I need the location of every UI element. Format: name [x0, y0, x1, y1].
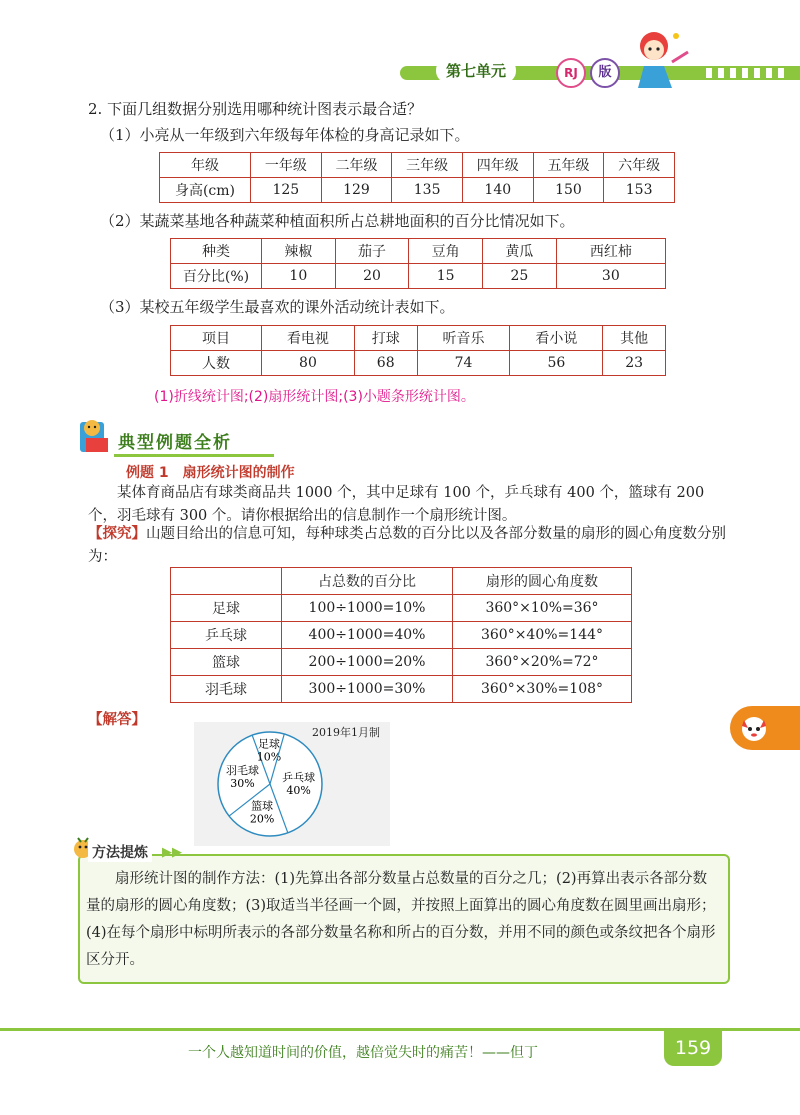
- table-cell: 篮球: [171, 649, 282, 676]
- table-row: [171, 622, 632, 649]
- pie-slice-label: 羽毛球: [226, 764, 260, 778]
- student-reading-icon: [76, 414, 114, 456]
- table-cell: 其他: [603, 326, 666, 351]
- table-cell: 六年级: [604, 153, 675, 178]
- example-problem: 某体育商品店有球类商品共 1000 个，其中足球有 100 个，乒乓球有 400 个，篮球有 200 个，羽毛球有 300 个。请你根据给出的信息制作一个扇形统计图。: [88, 485, 705, 524]
- answer-tag: 【解答】: [88, 711, 146, 728]
- method-title: 方法提炼: [88, 842, 152, 862]
- table-cell: 西红柿: [556, 239, 665, 264]
- table-cell: 豆角: [409, 239, 483, 264]
- table-cell: 68: [354, 351, 417, 376]
- chevron-right-icon: ▶▶: [162, 845, 182, 860]
- table-cell: 项目: [171, 326, 262, 351]
- table-cell: 300÷1000=30%: [282, 676, 453, 703]
- table-cell: 打球: [354, 326, 417, 351]
- header-checker-pattern: [700, 68, 790, 78]
- table-cell: 种类: [171, 239, 262, 264]
- table-cell: 129: [321, 178, 392, 203]
- example-title: 例题 1 扇形统计图的制作: [126, 465, 295, 481]
- unit-title: 第七单元: [436, 58, 516, 83]
- table-cell: 茄子: [335, 239, 409, 264]
- pie-slice-percent: 10%: [256, 750, 282, 764]
- table-cell: 200÷1000=20%: [282, 649, 453, 676]
- table-row: [171, 264, 666, 289]
- angle-table: [170, 567, 632, 703]
- vegetable-table: [170, 238, 666, 289]
- question-2-part2: （2）某蔬菜基地各种蔬菜种植面积所占总耕地面积的百分比情况如下。: [100, 212, 575, 230]
- table-row: [160, 178, 675, 203]
- question-2-answer: (1)折线统计图;(2)扇形统计图;(3)小题条形统计图。: [154, 389, 475, 405]
- table-cell: 辣椒: [262, 239, 336, 264]
- table-cell: 乒乓球: [171, 622, 282, 649]
- pie-slice-label: 乒乓球: [282, 770, 316, 784]
- table-cell: 身高(cm): [160, 178, 251, 203]
- table-cell: 400÷1000=40%: [282, 622, 453, 649]
- question-2-part3: （3）某校五年级学生最喜欢的课外活动统计表如下。: [100, 298, 455, 316]
- table-row: [171, 649, 632, 676]
- table-cell: 年级: [160, 153, 251, 178]
- table-cell: 三年级: [392, 153, 463, 178]
- footer-quote: 一个人越知道时间的价值，越倍觉失时的痛苦！——但丁: [188, 1045, 538, 1061]
- pie-slice-percent: 30%: [230, 777, 255, 791]
- table-cell: 20: [335, 264, 409, 289]
- page-number: 159: [664, 1030, 722, 1066]
- table-cell: 150: [533, 178, 604, 203]
- pie-chart-title: 2019年1月制: [312, 726, 380, 739]
- table-cell: 140: [462, 178, 533, 203]
- pie-chart: [214, 728, 326, 840]
- pie-slice-percent: 20%: [249, 812, 275, 826]
- table-cell: 25: [483, 264, 557, 289]
- table-row: [171, 676, 632, 703]
- table-cell: 80: [262, 351, 355, 376]
- explore-paragraph: [88, 522, 728, 569]
- table-row: [171, 326, 666, 351]
- table-cell: 360°×20%=72°: [453, 649, 632, 676]
- pie-slice-label: 篮球: [251, 799, 274, 813]
- table-cell: 扇形的圆心角度数: [453, 568, 632, 595]
- table-row: [171, 351, 666, 376]
- table-cell: 360°×30%=108°: [453, 676, 632, 703]
- table-cell: 百分比(%): [171, 264, 262, 289]
- question-2-part1: （1）小亮从一年级到六年级每年体检的身高记录如下。: [100, 126, 470, 144]
- table-cell: 四年级: [462, 153, 533, 178]
- table-cell: 125: [251, 178, 322, 203]
- table-cell: 30: [556, 264, 665, 289]
- table-cell: 足球: [171, 595, 282, 622]
- activity-table: [170, 325, 666, 376]
- pie-slice-label: 足球: [257, 737, 280, 751]
- table-cell: 153: [604, 178, 675, 203]
- table-cell: 360°×10%=36°: [453, 595, 632, 622]
- table-cell: 360°×40%=144°: [453, 622, 632, 649]
- table-row: [171, 239, 666, 264]
- table-cell: 56: [510, 351, 603, 376]
- table-cell: 占总数的百分比: [282, 568, 453, 595]
- table-row: [160, 153, 675, 178]
- rj-badge: RJ: [556, 58, 586, 88]
- table-row: [171, 595, 632, 622]
- explore-tag: 【探究】: [88, 525, 146, 542]
- table-cell: 一年级: [251, 153, 322, 178]
- fox-face-icon: [738, 712, 770, 744]
- table-cell: 100÷1000=10%: [282, 595, 453, 622]
- method-text: 扇形统计图的制作方法：(1)先算出各部分数量占总数量的百分之几；(2)再算出表示各部分数量的扇形的圆心角度数；(3)取适当半径画一个圆，并按照上面算出的圆心角度数在圆里画出扇形；(4)在每个扇形中标明所表示的各部分数量名称和所占的百分数，并用不同的颜色或条纹把各个扇形区分开。: [86, 871, 716, 968]
- section-title: 典型例题全析: [118, 433, 232, 453]
- table-cell: 10: [262, 264, 336, 289]
- explore-text: 山题目给出的信息可知，每种球类占总数的百分比以及各部分数量的扇形的圆心角度数分别为：: [88, 526, 726, 565]
- edition-badge: 版: [590, 58, 620, 88]
- mascot-girl-icon: [622, 22, 692, 92]
- table-cell: 看小说: [510, 326, 603, 351]
- table-row: [171, 568, 632, 595]
- pie-slice-percent: 40%: [286, 783, 311, 797]
- table-cell: 74: [417, 351, 510, 376]
- table-cell: 人数: [171, 351, 262, 376]
- table-cell: 羽毛球: [171, 676, 282, 703]
- table-cell: [171, 568, 282, 595]
- table-cell: 看电视: [262, 326, 355, 351]
- table-cell: 五年级: [533, 153, 604, 178]
- table-cell: 二年级: [321, 153, 392, 178]
- question-2-title: 2. 下面几组数据分别选用哪种统计图表示最合适？: [88, 100, 423, 118]
- table-cell: 135: [392, 178, 463, 203]
- table-cell: 23: [603, 351, 666, 376]
- table-cell: 听音乐: [417, 326, 510, 351]
- table-cell: 黄瓜: [483, 239, 557, 264]
- height-table: [159, 152, 675, 203]
- table-cell: 15: [409, 264, 483, 289]
